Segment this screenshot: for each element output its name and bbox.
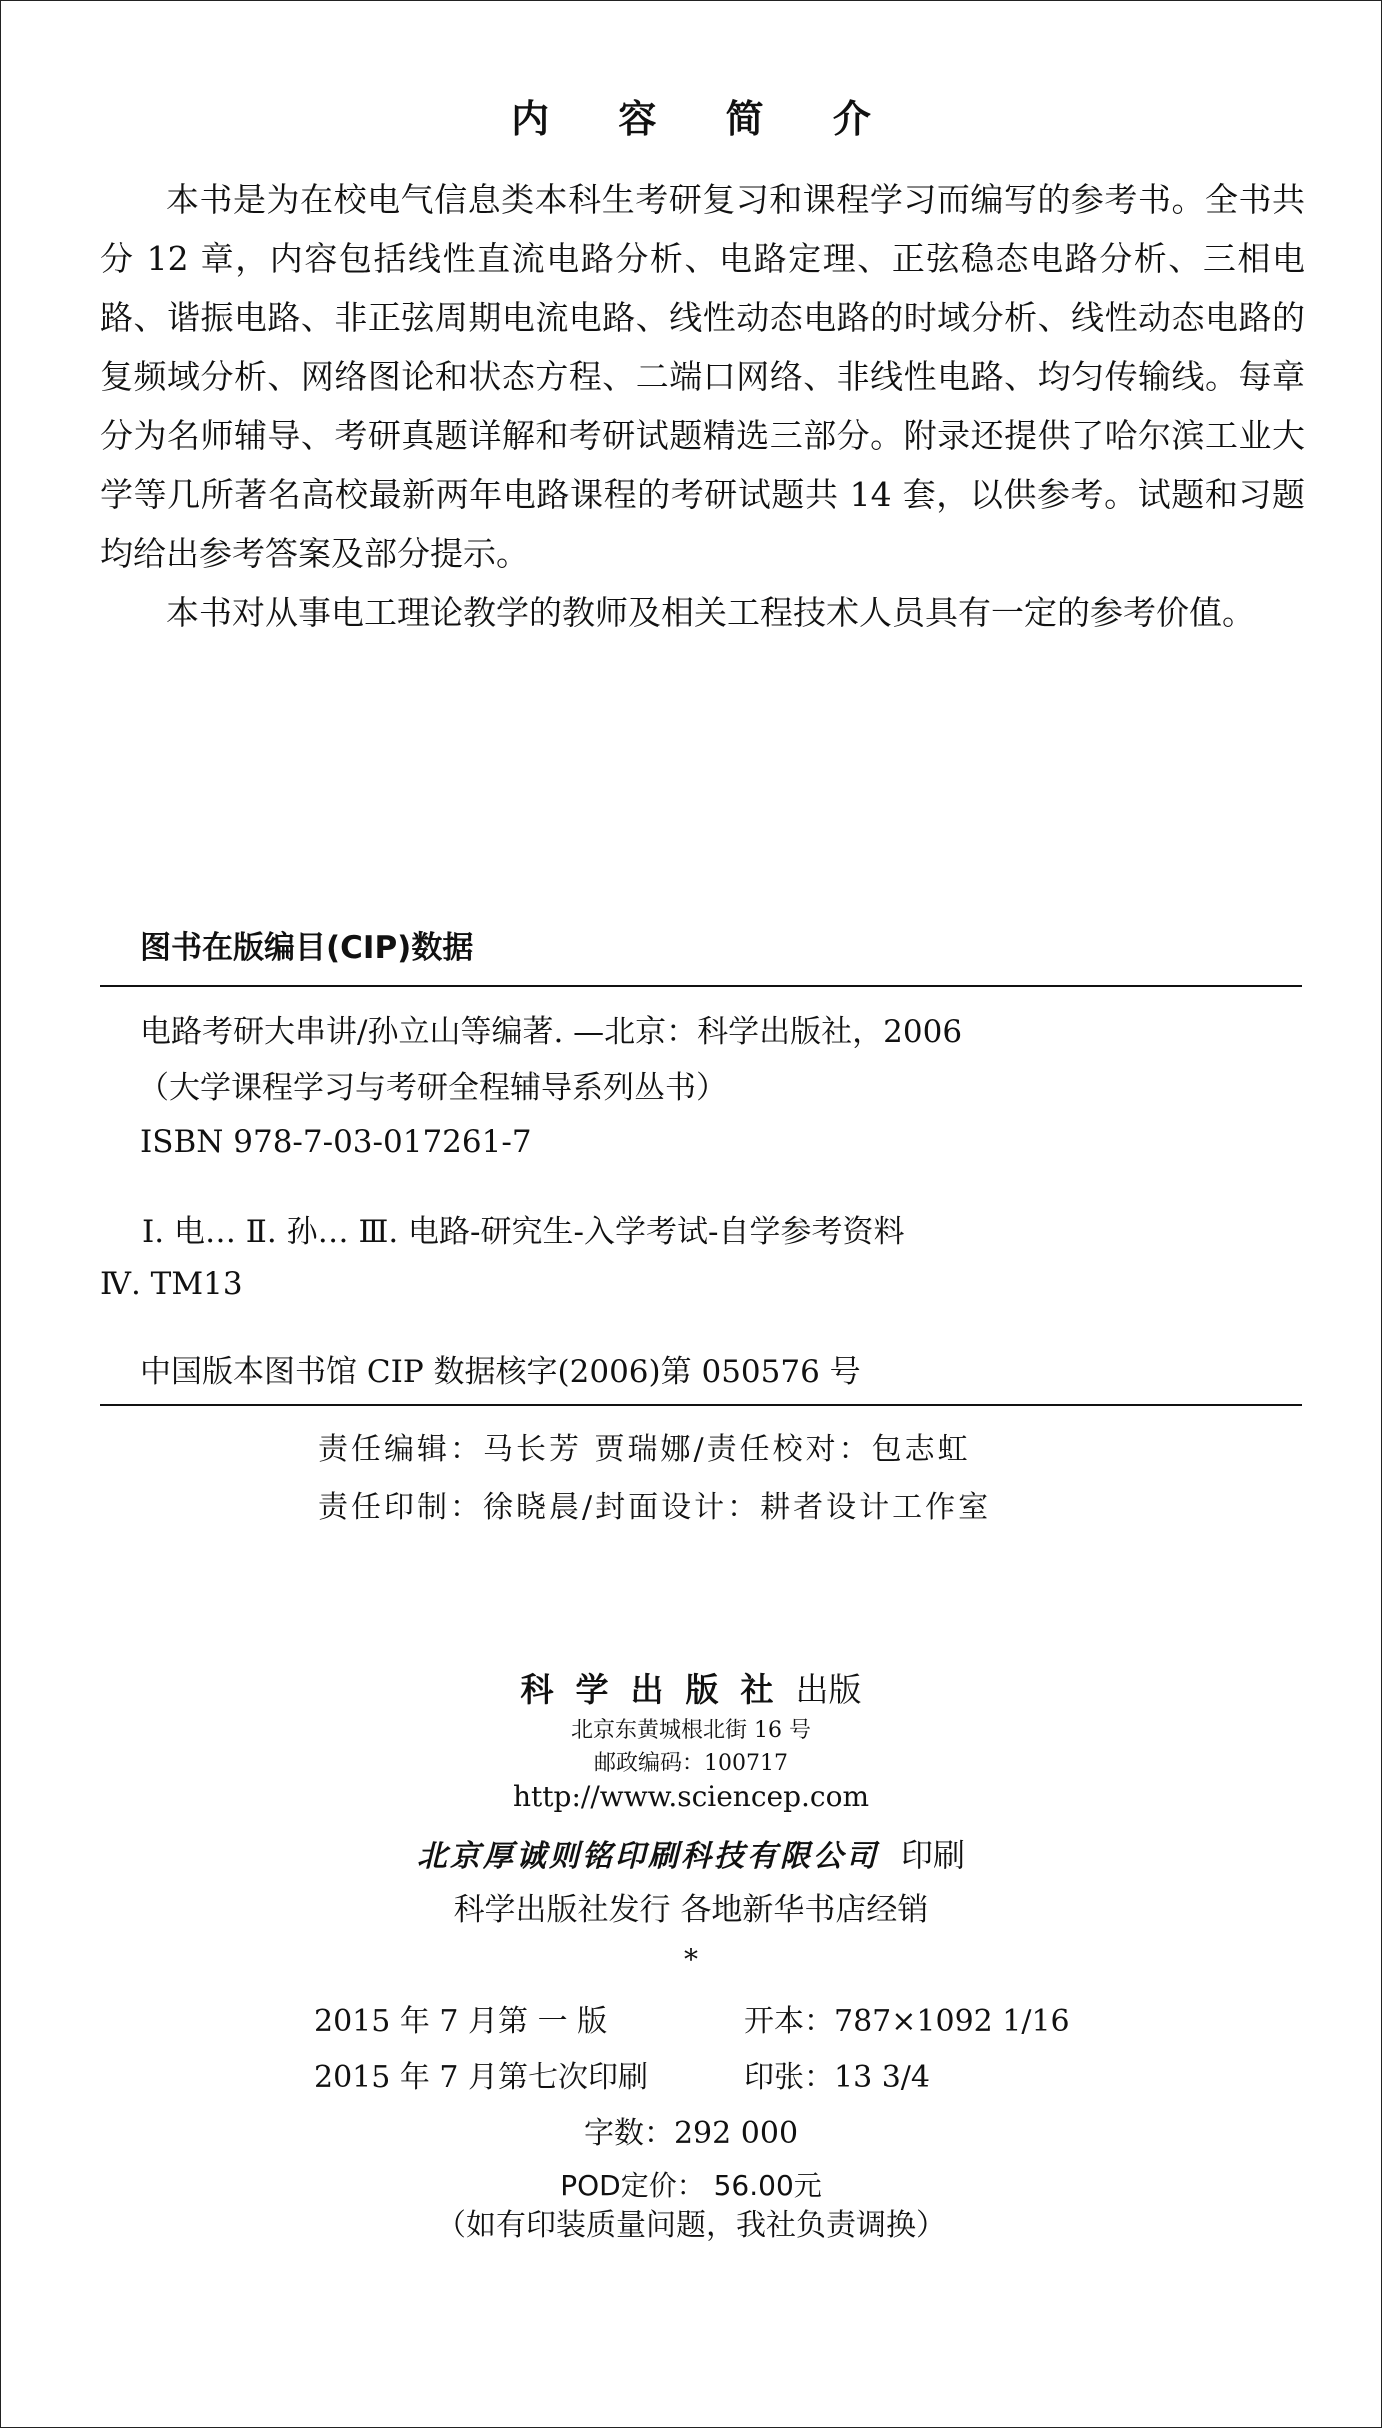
cip-bibliographic-line: 电路考研大串讲/孙立山等编著. —北京：科学出版社，2006 [140,1014,963,1050]
cip-heading: 图书在版编目(CIP)数据 [140,930,474,966]
edition-line: 2015 年 7 月第 一 版 [314,2004,608,2039]
publisher-website: http://www.sciencep.com [512,1780,869,1813]
summary-body [100,170,1305,642]
summary-paragraph-2: 本书对从事电工理论教学的教师及相关工程技术人员具有一定的参考价值。 [166,593,1255,632]
sheets-line: 印张：13 3/4 [744,2060,930,2095]
printer-name: 北京厚诚则铭印刷科技有限公司 [416,1839,879,1874]
publisher-suffix: 出版 [795,1670,862,1709]
printing-line: 2015 年 7 月第七次印刷 [314,2060,649,2095]
format-line: 开本：787×1092 1/16 [744,2004,1070,2039]
cip-top-rule [100,985,1302,987]
summary-paragraph-1: 本书是为在校电气信息类本科生考研复习和课程学习而编写的参考书。全书共分 12 章，内容包括线性直流电路分析、电路定理、正弦稳态电路分析、三相电路、谐振电路、非正弦周期电流电路、线性动态电路的时域分析、线性动态电路的复频域分析、网络图论和状态方程、二端口网络、非线性电路、均匀传输线。每章分为名师辅导、考研真题详解和考研试题精选三部分。附录还提供了哈尔滨工业大学等几所著名高校最新两年电路课程的考研试题共 14 套，以供参考。试题和习题均给出参考答案及部分提示。 [100,180,1305,573]
cip-isbn: ISBN 978-7-03-017261-7 [140,1124,532,1160]
cip-classification-2: Ⅳ. TM13 [100,1266,243,1302]
separator-asterisk: * [684,1943,698,1976]
publisher-line [0,1664,1382,1711]
quality-note: （如有印装质量问题，我社负责调换） [436,2208,946,2243]
cip-classification-1: Ⅰ. 电… Ⅱ. 孙… Ⅲ. 电路-研究生-入学考试-自学参考资料 [142,1214,905,1250]
publisher-address: 北京东黄城根北街 16 号 [571,1718,811,1743]
cip-bottom-rule [100,1404,1302,1406]
price: POD定价： 56.00元 [560,2169,822,2202]
distribution-line: 科学出版社发行 各地新华书店经销 [453,1892,929,1928]
publisher-postcode: 邮政编码：100717 [594,1751,788,1776]
printer-line [0,1830,1382,1876]
publisher-name: 科学出版社 [520,1670,796,1709]
credits-editors: 责任编辑：马长芳 贾瑞娜/责任校对：包志虹 [318,1432,971,1467]
word-count: 字数：292 000 [583,2116,799,2151]
cip-number: 中国版本图书馆 CIP 数据核字(2006)第 050576 号 [140,1354,861,1390]
credits-production: 责任印制：徐晓晨/封面设计：耕者设计工作室 [318,1490,992,1525]
printer-suffix: 印刷 [900,1836,965,1874]
cip-series-line: （大学课程学习与考研全程辅导系列丛书） [138,1070,727,1106]
summary-title: 内 容 简 介 [511,97,899,141]
